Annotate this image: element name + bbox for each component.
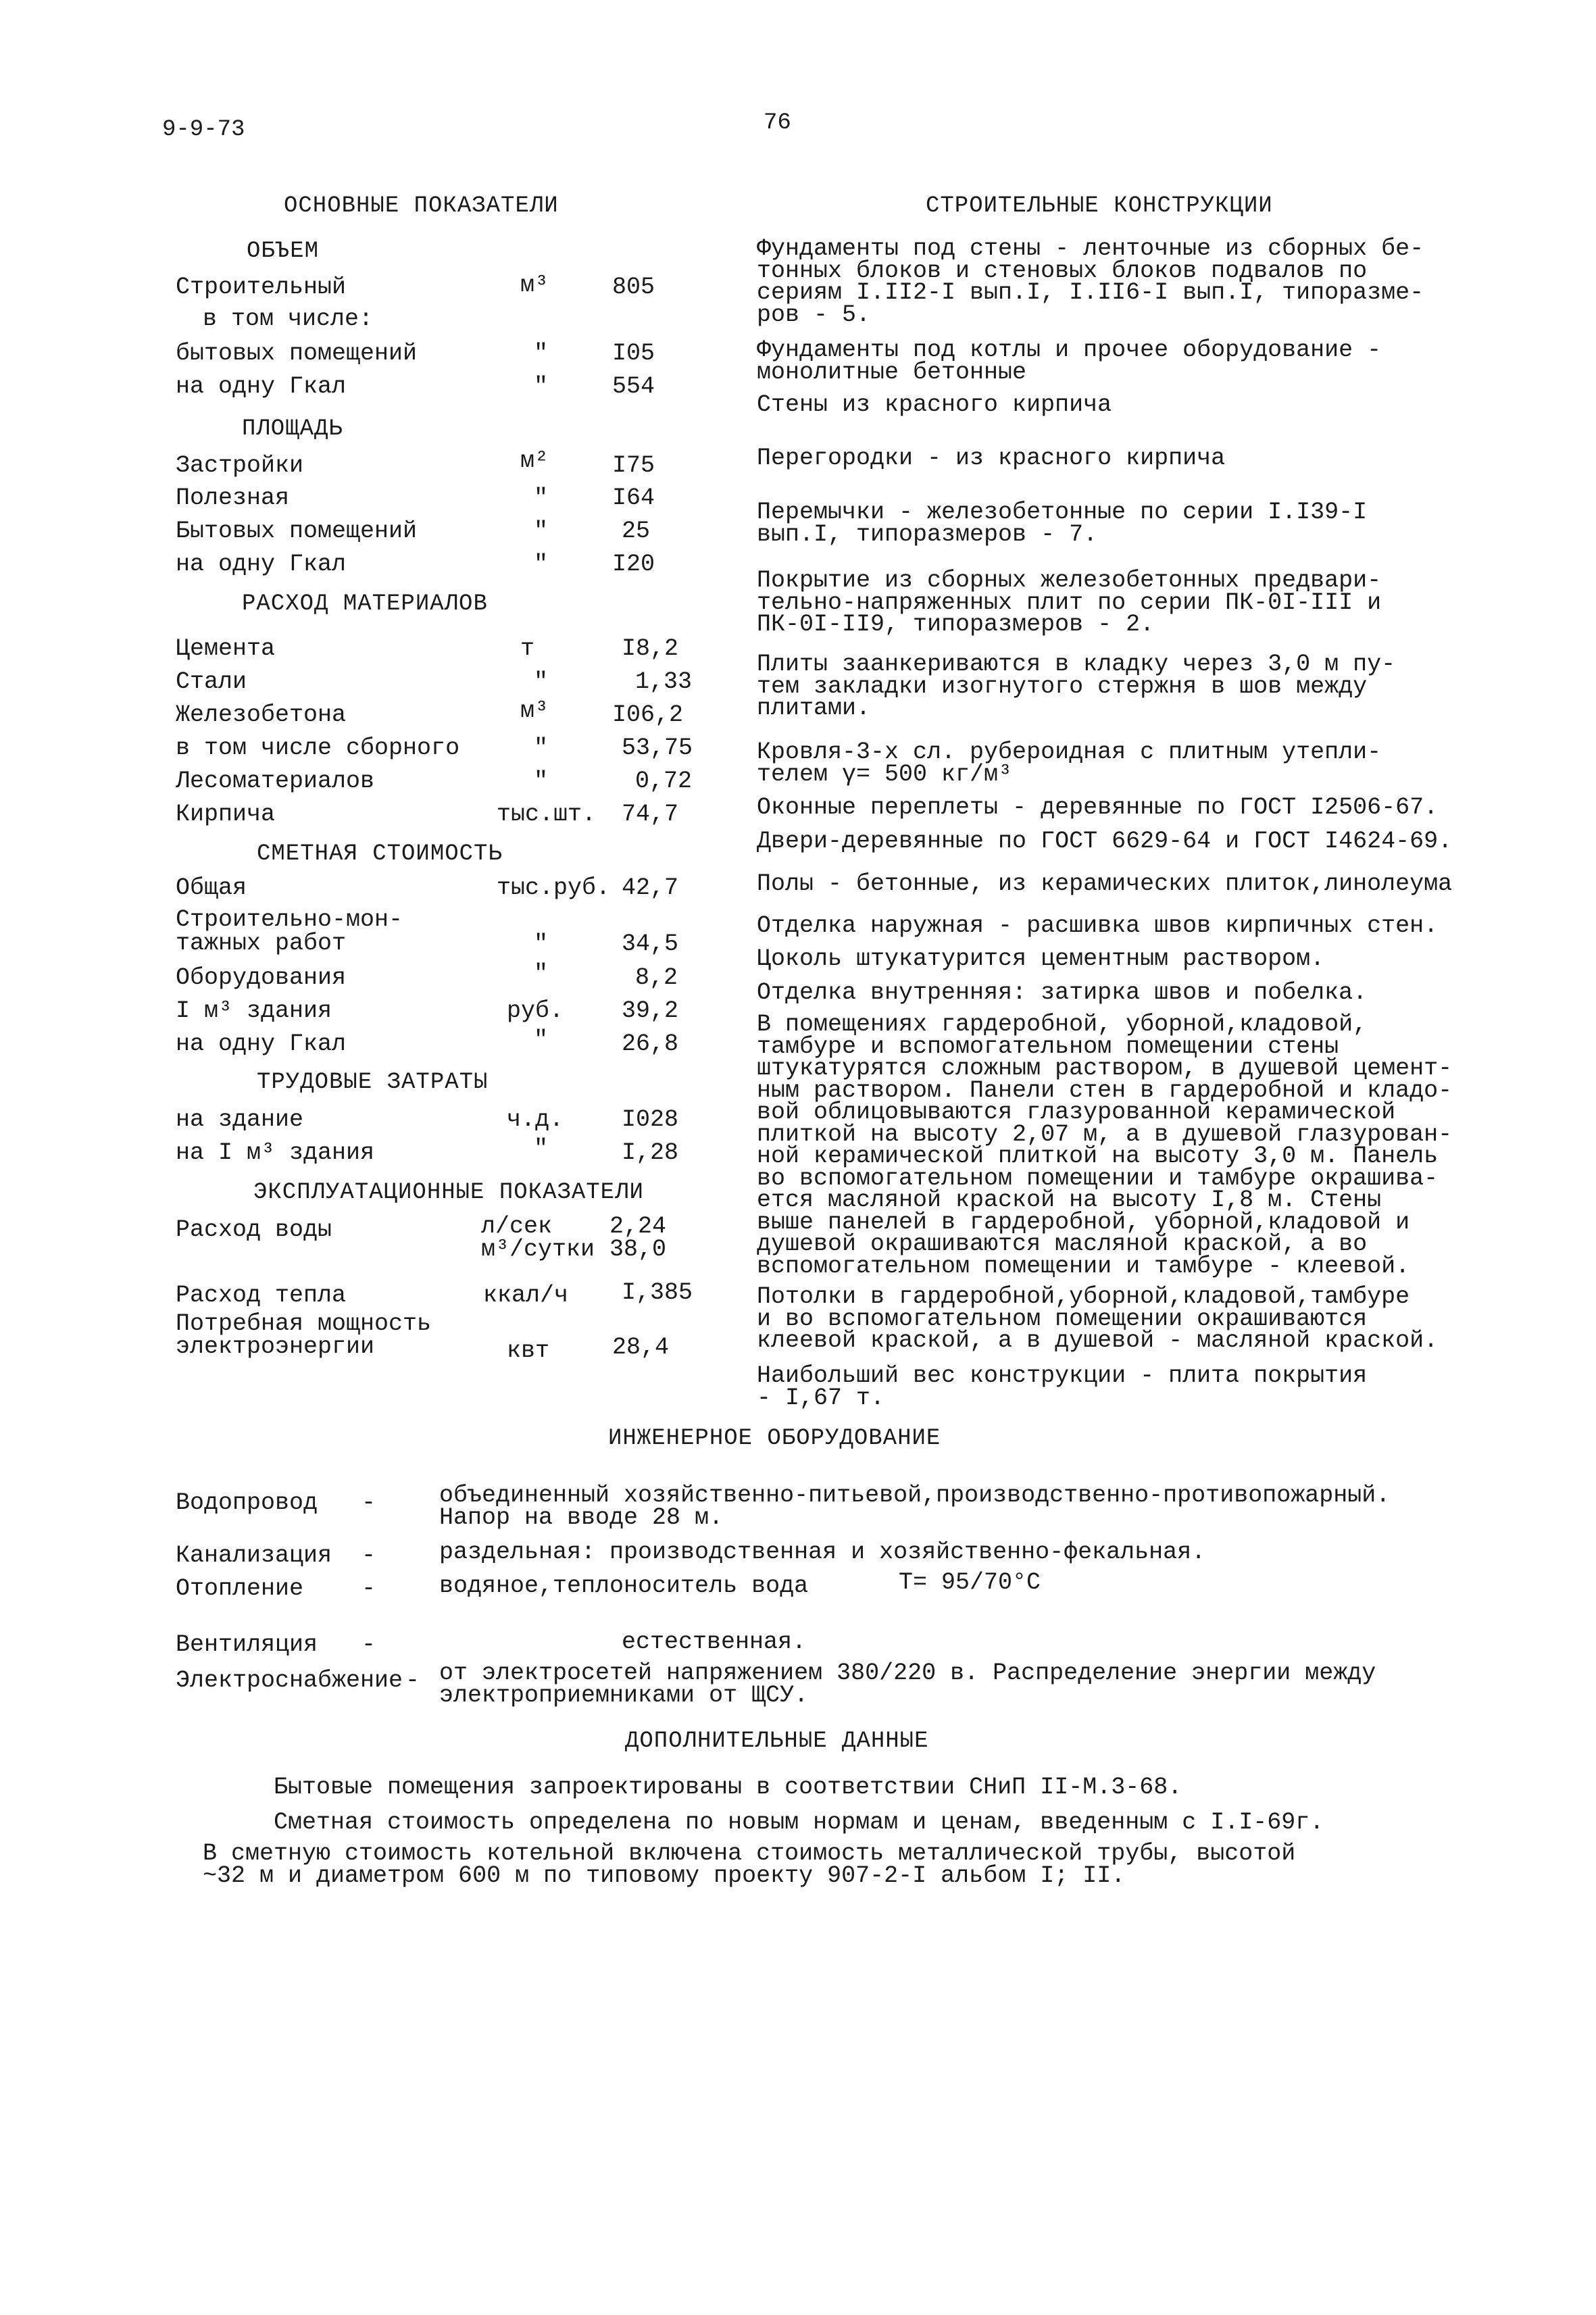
structure-item: Фундаменты под стены - ленточные из сборных бе- тонных блоков и стеновых блоков подвалов по сериям I.II2-I вып.I, I.II6-I вып.I, типоразме- ров - 5. <box>757 235 1424 328</box>
eng-text: раздельная: производственная и хозяйственно-фекальная. <box>439 1539 1206 1566</box>
eng-text: от электросетей напряжением 380/220 в. Распределение энергии между электроприемниками от ЩСУ. <box>439 1660 1376 1709</box>
section-title: ИНЖЕНЕРНОЕ ОБОРУДОВАНИЕ <box>608 1426 941 1451</box>
row-label: в том числе сборного <box>176 735 460 762</box>
row-unit: тыс.руб. <box>497 874 611 901</box>
structure-item: Перегородки - из красного кирпича <box>757 445 1226 472</box>
row-label: Полезная <box>176 484 290 512</box>
row-label: на здание <box>176 1106 304 1133</box>
eng-text: естественная. <box>622 1628 807 1656</box>
row-unit: " <box>534 518 549 545</box>
row-label: Застройки <box>176 452 304 479</box>
row-label: на I м³ здания <box>176 1139 375 1166</box>
row-value: 28,4 <box>612 1334 670 1361</box>
row-value: 74,7 <box>622 801 679 828</box>
row-unit: т <box>520 635 535 662</box>
eng-label: Вентиляция <box>176 1631 318 1658</box>
row-label: I м³ здания <box>176 997 332 1024</box>
row-value: 25 <box>622 518 651 545</box>
structure-item: Цоколь штукатурится цементным раствором. <box>757 945 1325 972</box>
eng-dash: - <box>361 1575 376 1602</box>
structure-item: Фундаменты под котлы и прочее оборудование - монолитные бетонные <box>757 337 1382 386</box>
section-title: ОСНОВНЫЕ ПОКАЗАТЕЛИ <box>284 193 559 219</box>
row-value: I8,2 <box>622 635 679 662</box>
row-value: 53,75 <box>622 735 693 762</box>
row-label: Оборудования <box>176 964 347 991</box>
paragraph: В сметную стоимость котельной включена стоимость металлической трубы, высотой ~32 м и диаметром 600 м по типовому проекту 907-2-I альбом I; II. <box>203 1840 1296 1889</box>
row-unit: м³ <box>520 272 549 299</box>
row-label: Общая <box>176 874 247 901</box>
structure-item: Стены из красного кирпича <box>757 391 1112 418</box>
row-value: I,28 <box>622 1139 679 1166</box>
row-unit: л/сек м³/сутки <box>481 1213 595 1264</box>
structure-item: Кровля-3-х сл. рубероидная с плитным утепли- телем γ= 500 кг/м³ <box>757 739 1382 788</box>
row-unit: " <box>534 768 549 795</box>
row-label: бытовых помещений <box>176 340 418 367</box>
subsection-heading: СМЕТНАЯ СТОИМОСТЬ <box>257 841 503 867</box>
row-unit: " <box>534 735 549 762</box>
row-value: 42,7 <box>622 874 679 901</box>
row-label: Строительный <box>176 274 347 301</box>
row-value: 26,8 <box>622 1030 679 1057</box>
row-label: в том числе: <box>203 305 374 332</box>
row-value: I,385 <box>622 1279 693 1306</box>
row-label: Стали <box>176 668 247 695</box>
row-unit: " <box>534 551 549 578</box>
structure-item: В помещениях гардеробной, уборной,кладовой, тамбуре и вспомогательном помещении стены штукатурятся сложным раствором, в душевой цемент- ным раствором. Панели стен в гардеробной и кладо- вой облицовываются глазурованной керамической плиткой на высоту 2,07 м, а в душевой глазурован- ной керамической плиткой на высоту 3,0 м. Панель во вспомогательном помещении и тамбуре окрашива- ется масляной краской на высоту I,8 м. Стены выше панелей в гардеробной, уборной,кладовой и душевой окрашиваются масляной краской, а во вспомогательном помещении и тамбуре - клеевой. <box>757 1011 1453 1280</box>
row-label: Потребная мощность электроэнергии <box>176 1310 432 1361</box>
row-label: Лесоматериалов <box>176 768 375 795</box>
row-unit: ккал/ч <box>483 1282 569 1309</box>
row-label: Бытовых помещений <box>176 518 418 545</box>
row-unit: ч.д. <box>507 1106 564 1133</box>
row-unit: квт <box>507 1337 550 1364</box>
row-label: на одну Гкал <box>176 1030 347 1057</box>
row-unit: " <box>534 668 549 695</box>
structure-item: Двери-деревянные по ГОСТ 6629-64 и ГОСТ I4624-69. <box>757 828 1453 855</box>
row-value: 805 <box>612 274 655 301</box>
eng-dash: - <box>361 1631 376 1658</box>
row-unit: м² <box>520 447 549 474</box>
row-label: Кирпича <box>176 801 276 828</box>
eng-dash: - <box>361 1542 376 1569</box>
row-label: Строительно-мон- тажных работ <box>176 906 403 957</box>
row-value: 34,5 <box>622 930 679 957</box>
row-value: I028 <box>622 1106 679 1133</box>
row-value: I75 <box>612 452 655 479</box>
row-unit: тыс.шт. <box>497 801 597 828</box>
row-value: I64 <box>612 484 655 512</box>
row-value: 554 <box>612 373 655 400</box>
section-title: СТРОИТЕЛЬНЫЕ КОНСТРУКЦИИ <box>926 193 1273 219</box>
row-value: 8,2 <box>635 964 678 991</box>
structure-item: Отделка наружная - расшивка швов кирпичных стен. <box>757 912 1439 939</box>
eng-label: Отопление <box>176 1575 304 1602</box>
structure-item: Потолки в гардеробной,уборной,кладовой,тамбуре и во вспомогательном помещении окрашиваются клеевой краской, а в душевой - масляной краской. <box>757 1283 1439 1355</box>
row-value: I05 <box>612 340 655 367</box>
row-label: Расход тепла <box>176 1282 347 1309</box>
row-label: на одну Гкал <box>176 551 347 578</box>
row-value: 1,33 <box>635 668 693 695</box>
row-unit: " <box>534 930 549 957</box>
subsection-heading: РАСХОД МАТЕРИАЛОВ <box>242 591 488 617</box>
row-unit: " <box>534 1135 549 1162</box>
subsection-heading: ЭКСПЛУАТАЦИОННЫЕ ПОКАЗАТЕЛИ <box>253 1180 644 1205</box>
row-unit: " <box>534 484 549 512</box>
eng-dash: - <box>405 1667 420 1694</box>
row-label: Расход воды <box>176 1216 332 1243</box>
structure-item: Отделка внутренняя: затирка швов и побелка. <box>757 979 1368 1006</box>
structure-item: Оконные переплеты - деревянные по ГОСТ I2506-67. <box>757 794 1439 821</box>
document-code: 9-9-73 <box>162 117 245 143</box>
paragraph: Сметная стоимость определена по новым нормам и ценам, введенным с I.I-69г. <box>274 1809 1324 1836</box>
paragraph: Бытовые помещения запроектированы в соответствии СНиП II-М.3-68. <box>274 1774 1182 1801</box>
eng-dash: - <box>361 1489 376 1516</box>
eng-label: Водопровод <box>176 1489 318 1516</box>
row-label: Железобетона <box>176 701 347 728</box>
row-value: 2,24 38,0 <box>609 1213 667 1264</box>
row-unit: " <box>534 1026 549 1053</box>
subsection-heading: ТРУДОВЫЕ ЗАТРАТЫ <box>257 1070 489 1095</box>
row-label: Цемента <box>176 635 276 662</box>
row-value: I20 <box>612 551 655 578</box>
row-label: на одну Гкал <box>176 373 347 400</box>
structure-item: Полы - бетонные, из керамических плиток,линолеума <box>757 870 1453 897</box>
row-value: I06,2 <box>612 701 684 728</box>
subsection-heading: ОБЪЕМ <box>247 239 320 264</box>
row-unit: " <box>534 340 549 367</box>
structure-item: Покрытие из сборных железобетонных предвари- тельно-напряженных плит по серии ПК-0I-III и ПК-0I-II9, типоразмеров - 2. <box>757 567 1382 639</box>
row-unit: м³ <box>520 697 549 724</box>
structure-item: Наибольший вес конструкции - плита покрытия - I,67 т. <box>757 1362 1368 1412</box>
eng-label: Электроснабжение <box>176 1667 403 1694</box>
row-unit: руб. <box>507 997 564 1024</box>
structure-item: Перемычки - железобетонные по серии I.I39-I вып.I, типоразмеров - 7. <box>757 499 1368 548</box>
eng-extra: Т= 95/70°С <box>899 1569 1041 1596</box>
eng-text: объединенный хозяйственно-питьевой,производственно-противопожарный. Напор на вводе 28 м. <box>439 1482 1391 1531</box>
structure-item: Плиты заанкериваются в кладку через 3,0 м пу- тем закладки изогнутого стержня в шов между плитами. <box>757 651 1396 722</box>
row-unit: " <box>534 960 549 987</box>
row-value: 39,2 <box>622 997 679 1024</box>
eng-label: Канализация <box>176 1542 332 1569</box>
row-value: 0,72 <box>635 768 693 795</box>
subsection-heading: ПЛОЩАДЬ <box>242 416 343 442</box>
section-title: ДОПОЛНИТЕЛЬНЫЕ ДАННЫЕ <box>625 1728 929 1754</box>
page-number: 76 <box>764 110 791 136</box>
eng-text: водяное,теплоноситель вода <box>439 1572 809 1599</box>
row-unit: " <box>534 373 549 400</box>
